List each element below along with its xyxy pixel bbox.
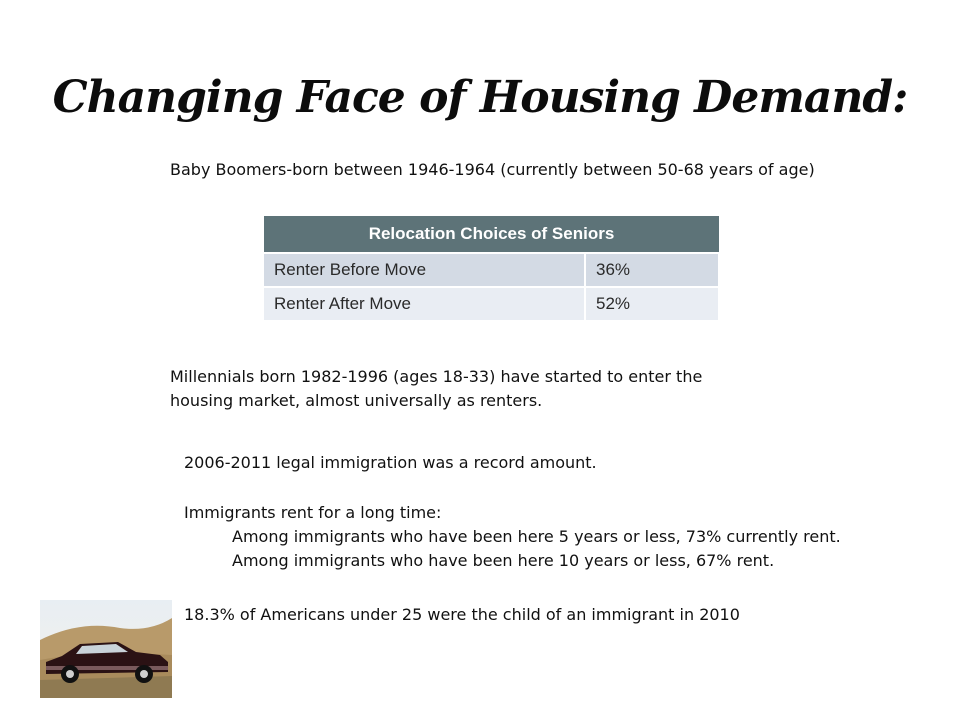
immigrants-10yr-text: Among immigrants who have been here 10 years or less, 67% rent. xyxy=(232,551,775,570)
relocation-table-header: Relocation Choices of Seniors xyxy=(264,216,719,253)
table-row xyxy=(264,253,719,287)
table-row xyxy=(264,287,719,320)
table-cell-value: 52% xyxy=(585,287,719,320)
relocation-table xyxy=(264,216,720,320)
immigration-record-text: 2006-2011 legal immigration was a record amount. xyxy=(184,453,597,472)
slide-title: Changing Face of Housing Demand: xyxy=(52,72,908,123)
car-illustration xyxy=(40,600,172,698)
immigrants-rent-heading: Immigrants rent for a long time: xyxy=(184,503,442,522)
baby-boomers-text: Baby Boomers-born between 1946-1964 (currently between 50-68 years of age) xyxy=(170,160,815,179)
immigrants-5yr-text: Among immigrants who have been here 5 years or less, 73% currently rent. xyxy=(232,527,841,546)
immigrants-rent-block xyxy=(184,501,904,573)
table-cell-label: Renter Before Move xyxy=(264,253,585,287)
millennials-text: Millennials born 1982-1996 (ages 18-33) have started to enter the housing market, almost universally as renters. xyxy=(170,367,703,410)
table-cell-label: Renter After Move xyxy=(264,287,585,320)
table-cell-value: 36% xyxy=(585,253,719,287)
classic-car-photo xyxy=(40,600,172,698)
child-of-immigrant-text: 18.3% of Americans under 25 were the child of an immigrant in 2010 xyxy=(184,605,740,624)
